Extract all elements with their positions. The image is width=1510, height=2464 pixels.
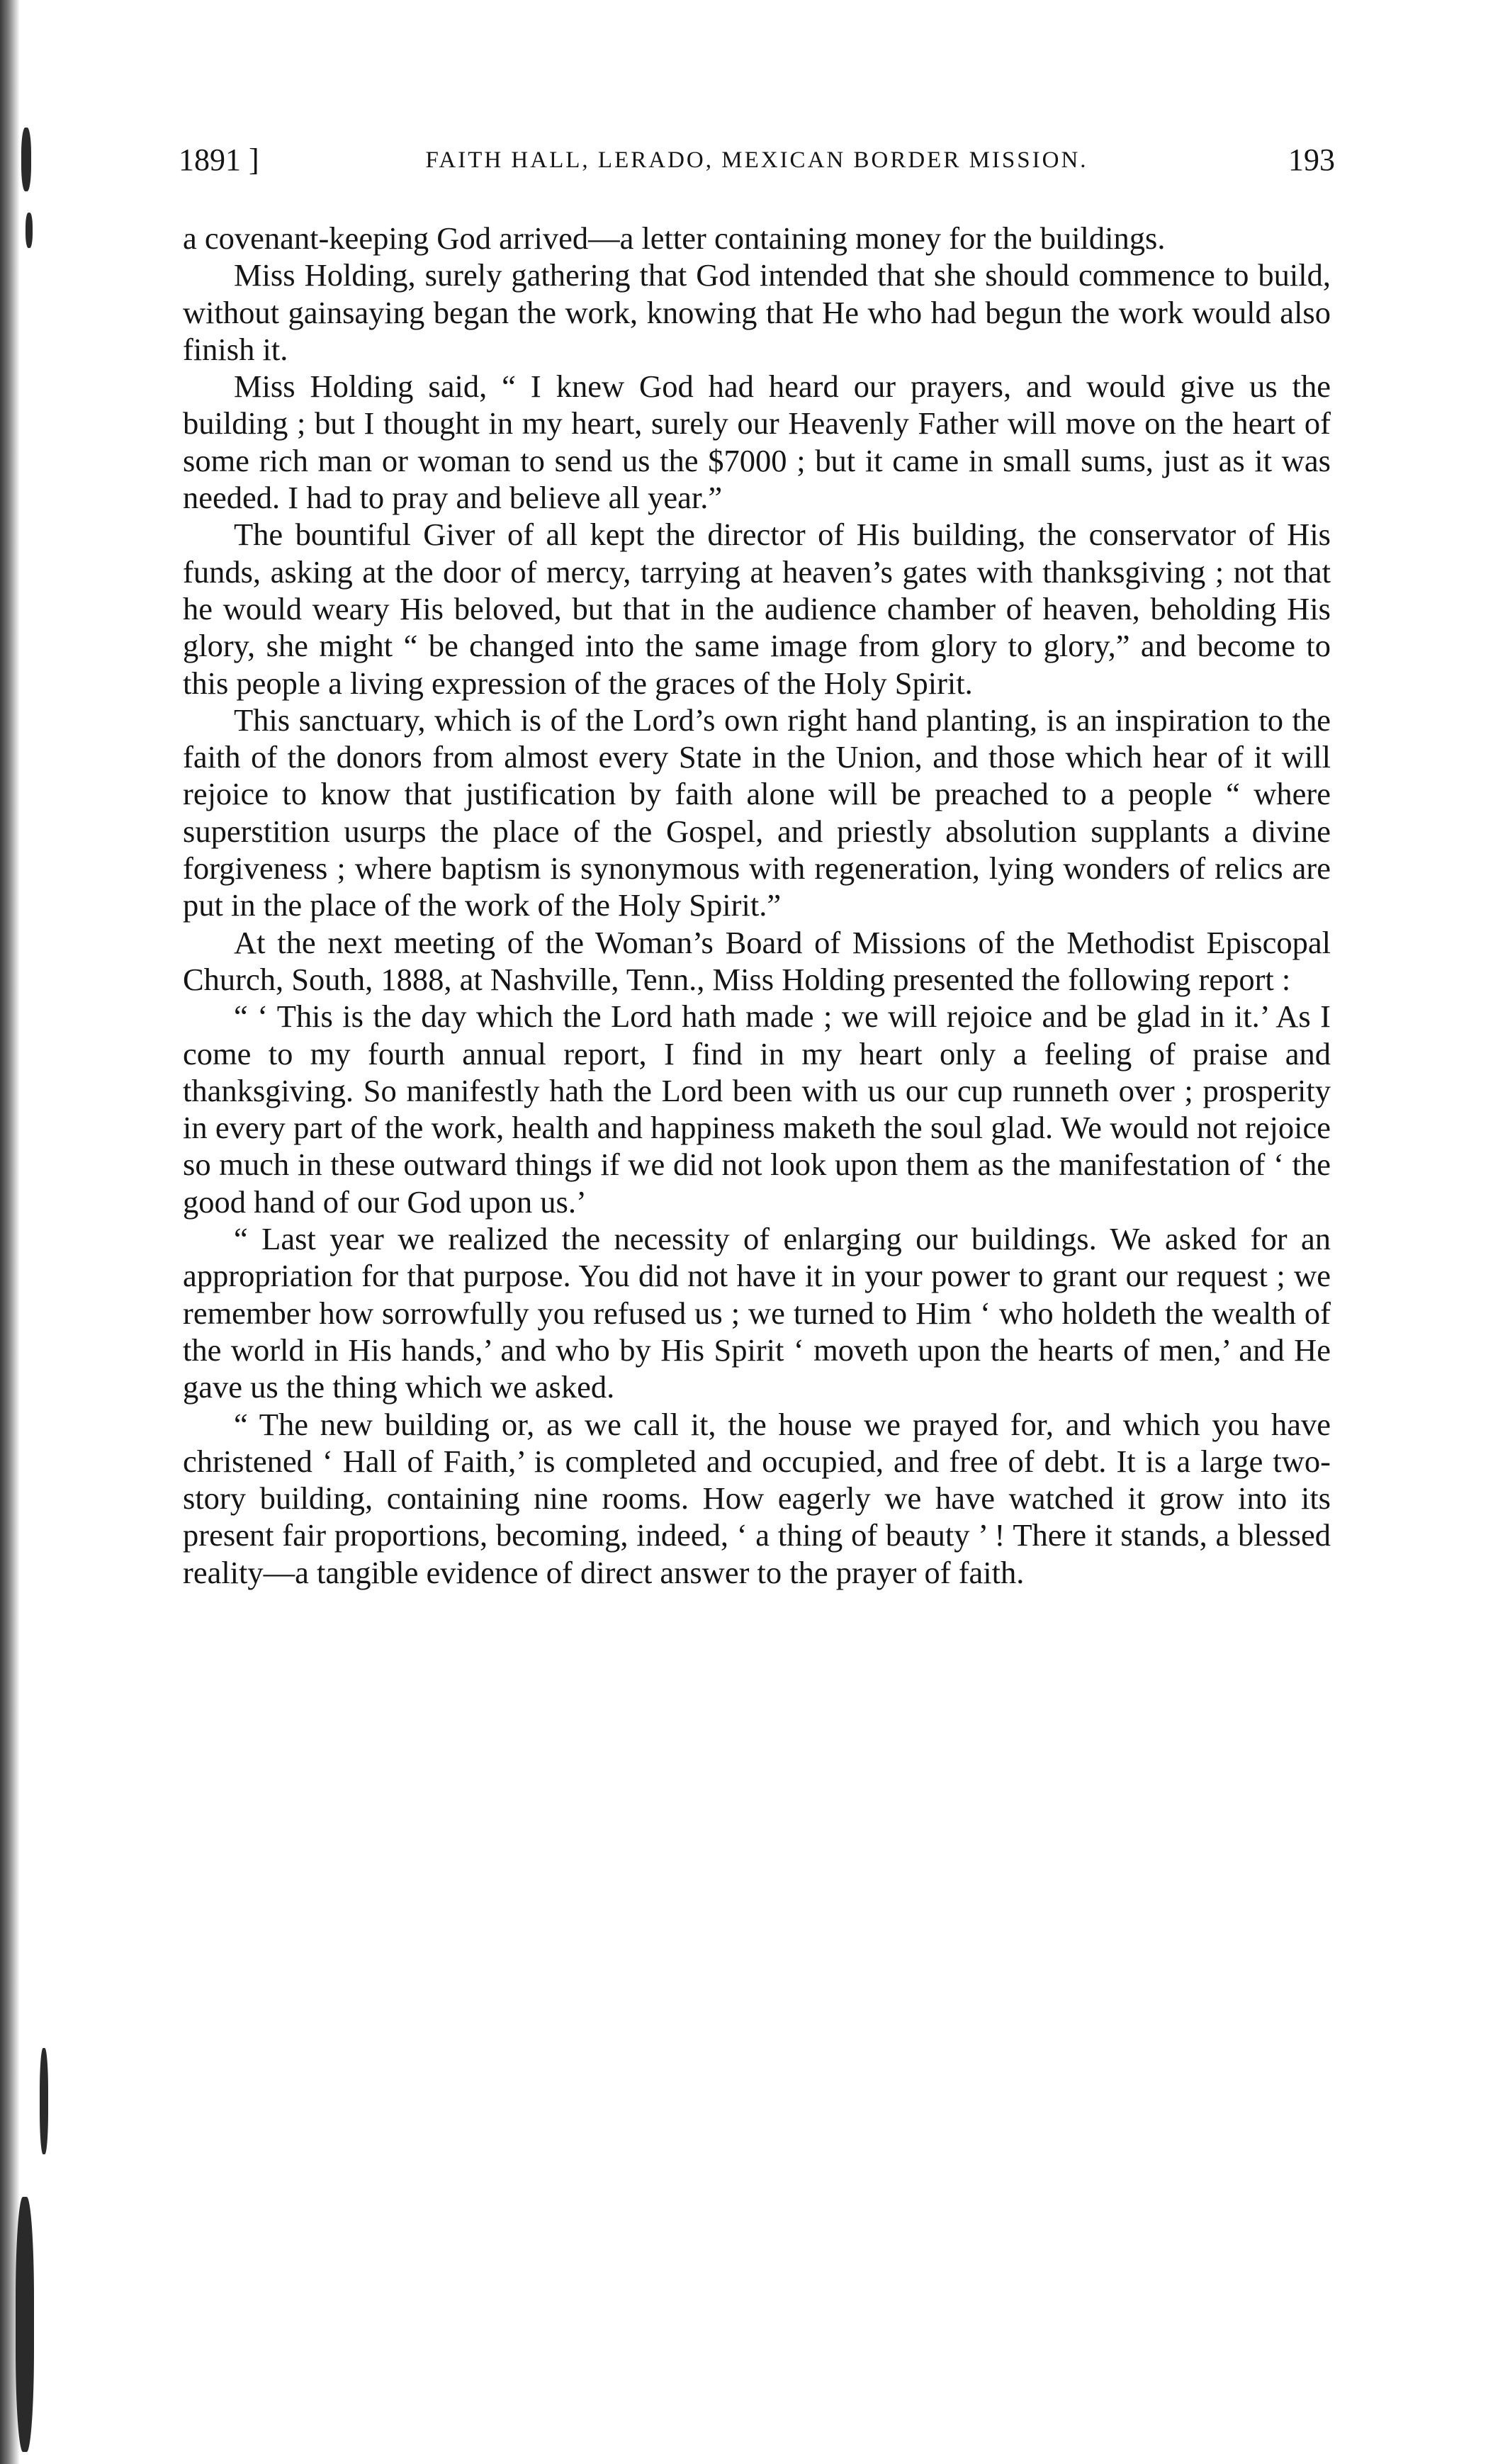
page-number: 193: [1288, 142, 1335, 177]
paragraph: This sanctuary, which is of the Lord’s own right hand planting, is an inspiration to the faith of the donors from almost every State in the Union, and those which hear of it will rejoice to know that justification by faith alone will be preached to a people “ where superstition usurps the place of the Gospel, and priestly absolution supplants a divine forgiveness ; where baptism is synonymous with regeneration, lying wonders of relics are put in the place of the work of the Holy Spirit.”: [183, 702, 1331, 923]
scan-speck: [40, 2048, 48, 2154]
header-year: 1891 ]: [179, 142, 259, 177]
running-header: [179, 139, 1335, 181]
paragraph: Miss Holding, surely gathering that God intended that she should commence to build, without gainsaying began the work, knowing that He who had begun the work would also finish it.: [183, 257, 1331, 367]
scan-speck: [21, 128, 31, 191]
paragraph-quoted-report: “ The new building or, as we call it, the house we prayed for, and which you have christened ‘ Hall of Faith,’ is completed and occupied, and free of debt. It is a large two-story building, containing nine rooms. How eagerly we have watched it grow into its present fair proportions, becoming, indeed, ‘ a thing of beauty ’ ! There it stands, a blessed reality—a tangible evidence of direct answer to the prayer of faith.: [183, 1406, 1331, 1590]
paragraph: The bountiful Giver of all kept the director of His building, the conservator of His funds, asking at the door of mercy, tarrying at heaven’s gates with thanksgiving ; not that he would weary His beloved, but that in the audience chamber of heaven, beholding His glory, she might “ be changed into the same image from glory to glory,” and become to this people a living expression of the graces of the Holy Spirit.: [183, 517, 1331, 701]
paragraph-quoted-report: “ Last year we realized the necessity of enlarging our buildings. We asked for an appropriation for that purpose. You did not have it in your power to grant our request ; we remember how sorrowfully you refused us ; we turned to Him ‘ who holdeth the wealth of the world in His hands,’ and who by His Spirit ‘ moveth upon the hearts of men,’ and He gave us the thing which we asked.: [183, 1221, 1331, 1405]
running-title: FAITH HALL, LERADO, MEXICAN BORDER MISSION.: [425, 147, 1088, 173]
scan-speck: [16, 2197, 34, 2452]
paragraph-continued: a covenant-keeping God arrived—a letter containing money for the buildings.: [183, 220, 1166, 256]
scan-speck: [26, 213, 33, 248]
page-spine-shadow: [0, 0, 20, 2464]
page-body: [183, 220, 1331, 1591]
paragraph-quoted-report: “ ‘ This is the day which the Lord hath made ; we will rejoice and be glad in it.’ As I come to my fourth annual report, I find in my heart only a feeling of praise and thanksgiving. So manifestly hath the Lord been with us our cup runneth over ; prosperity in every part of the work, health and happiness maketh the soul glad. We would not rejoice so much in these outward things if we did not look upon them as the manifestation of ‘ the good hand of our God upon us.’: [183, 998, 1331, 1220]
paragraph: At the next meeting of the Woman’s Board of Missions of the Methodist Episcopal Church, South, 1888, at Nashville, Tenn., Miss Holding presented the following report :: [183, 924, 1331, 997]
paragraph: Miss Holding said, “ I knew God had heard our prayers, and would give us the building ; but I thought in my heart, surely our Heavenly Father will move on the heart of some rich man or woman to send us the $7000 ; but it came in small sums, just as it was needed. I had to pray and believe all year.”: [183, 369, 1331, 516]
